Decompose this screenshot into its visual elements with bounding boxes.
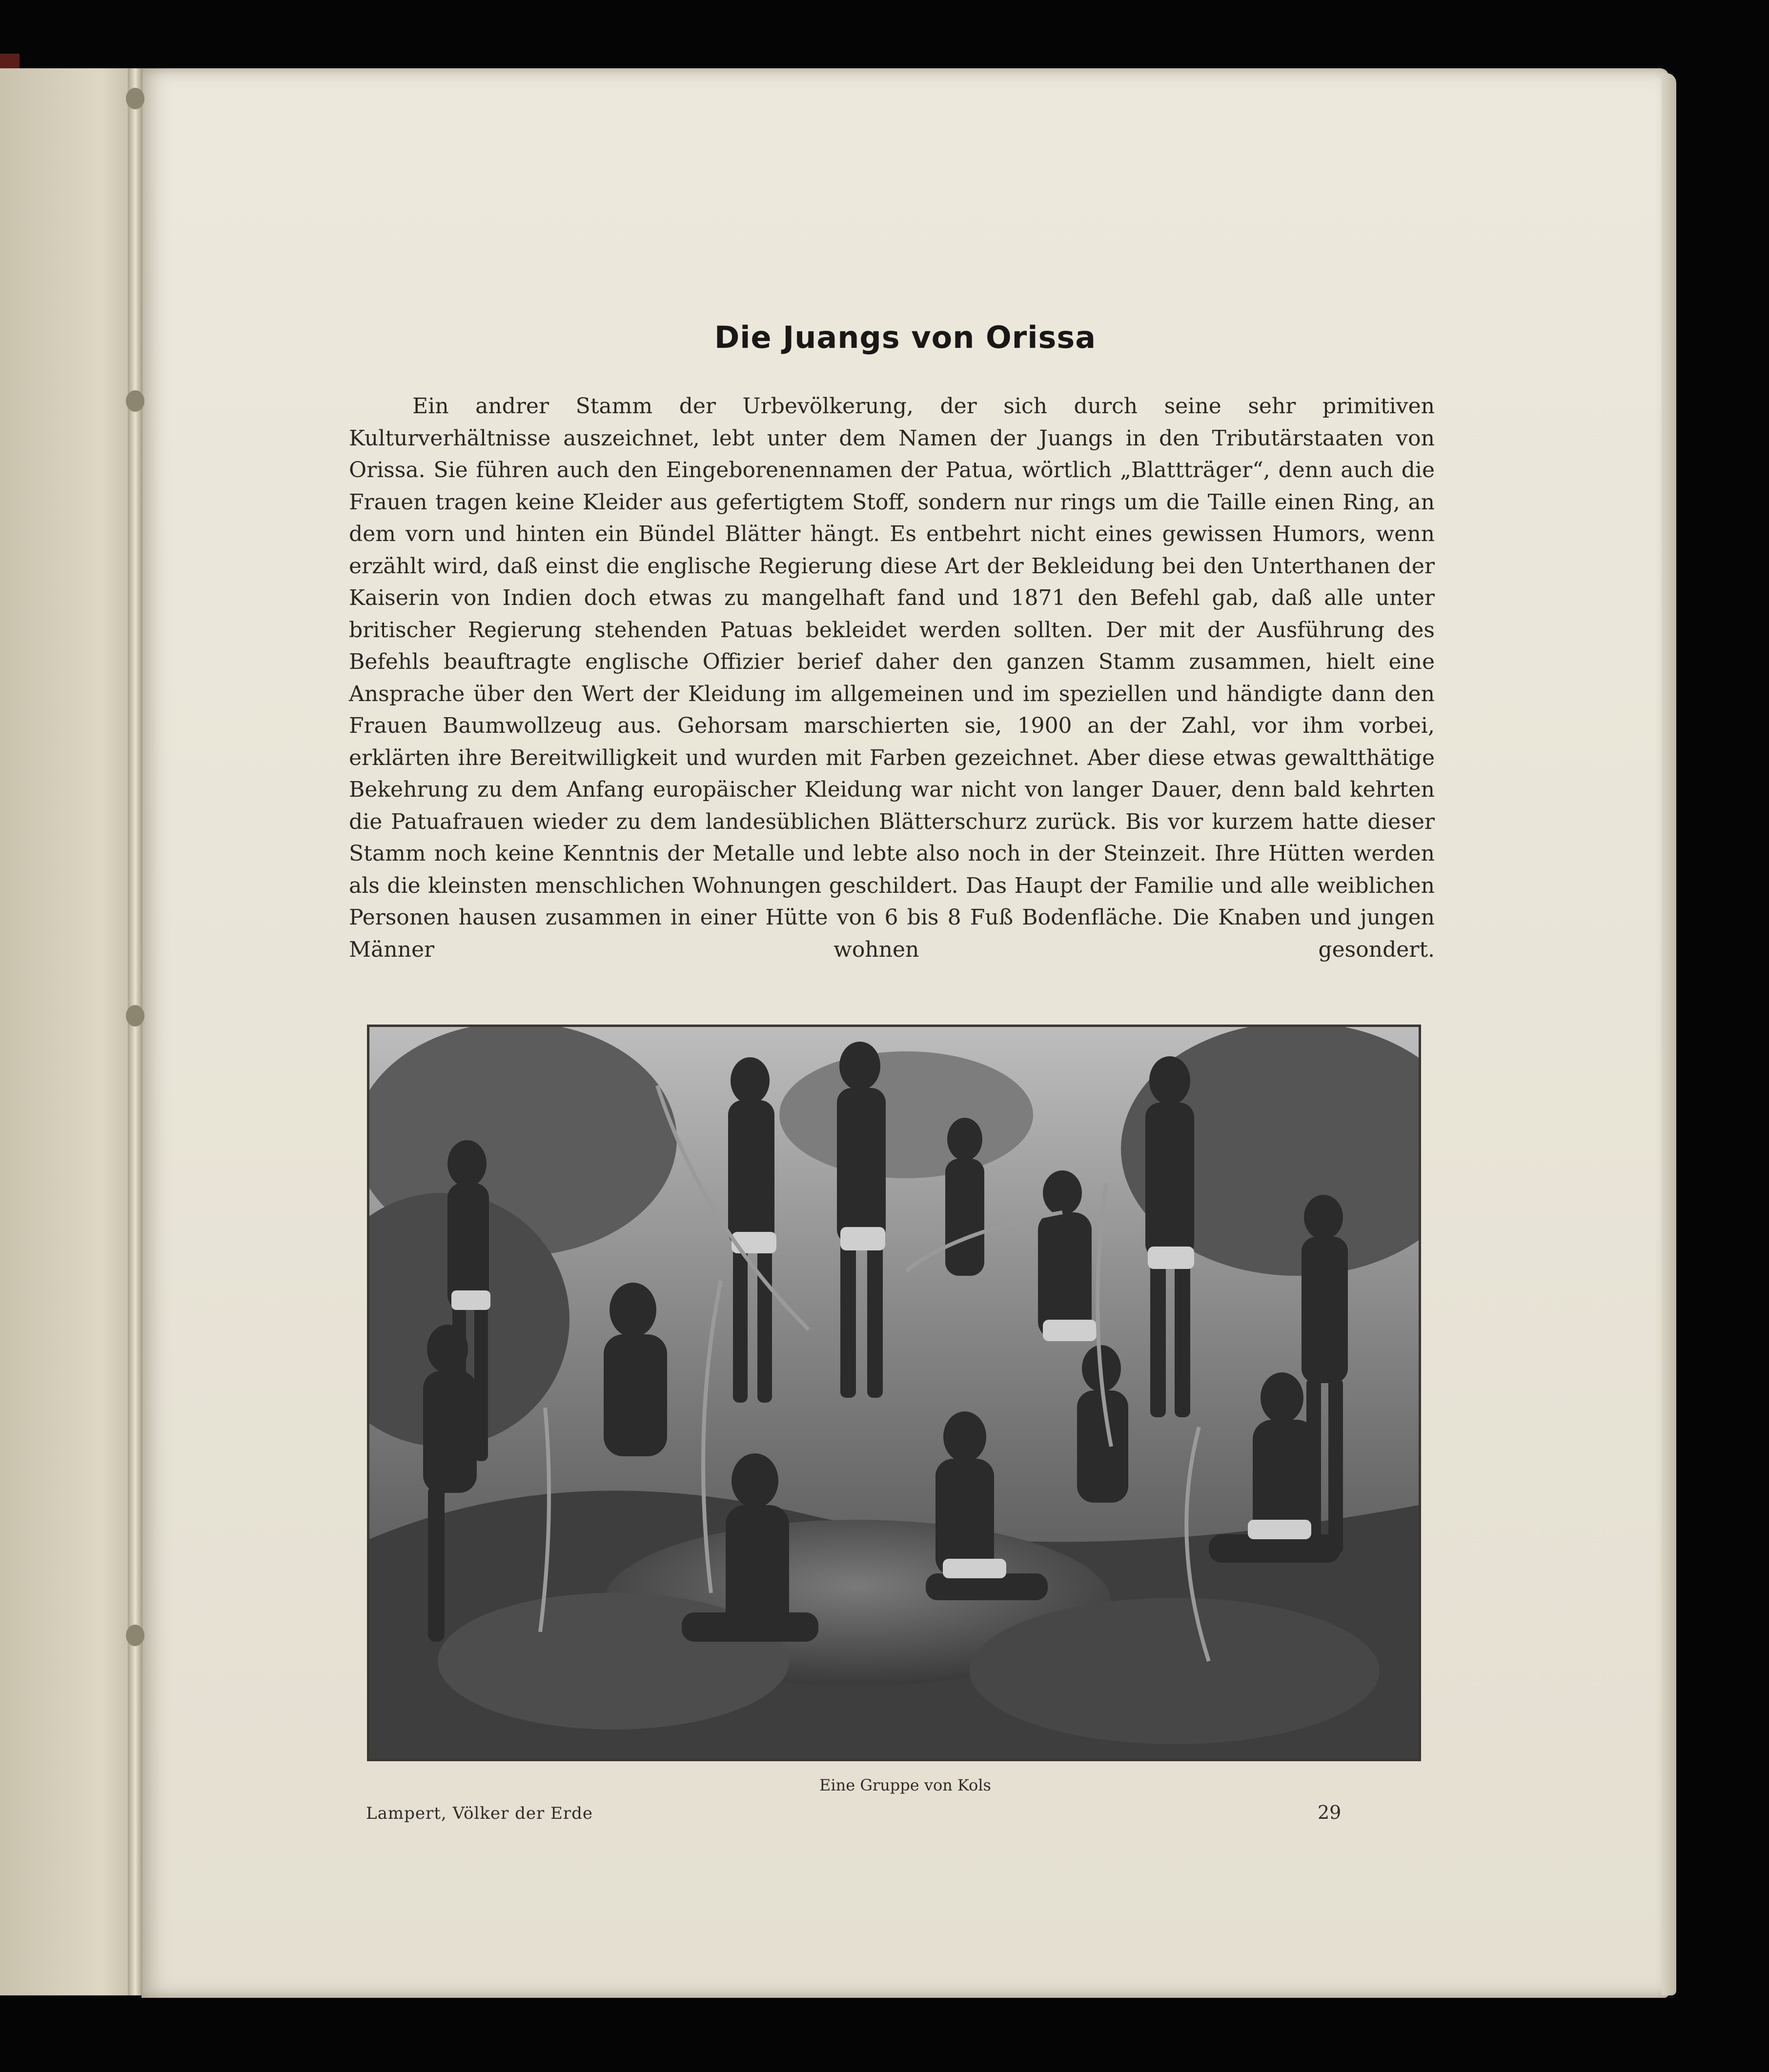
page-number: 29	[1318, 1802, 1342, 1823]
photo-illustration	[369, 1027, 1419, 1759]
body-paragraph: Ein andrer Stamm der Urbevölkerung, der sich durch seine sehr primitiven Kulturverhältnisse auszeichnet, lebt unter dem Namen der Juangs in den Tributärstaaten von Orissa. Sie führen auch den Eingeborenennamen der Patua, wörtlich „Blattträger“, denn auch die Frauen tragen keine Kleider aus gefertigtem Stoff, sondern nur rings um die Taille einen Ring, an dem vorn und hinten ein Bündel Blätter hängt. Es entbehrt nicht eines gewissen Humors, wenn erzählt wird, daß einst die englische Regierung diese Art der Bekleidung bei den Unterthanen der Kaiserin von Indien doch etwas zu mangelhaft fand und 1871 den Befehl gab, daß alle unter britischer Regierung stehenden Patuas bekleidet werden sollten. Der mit der Ausführung des Befehls beauftragte englische Offizier berief daher den ganzen Stamm zusammen, hielt eine Ansprache über den Wert der Kleidung im allgemeinen und im speziellen und händigte dann den Frauen Baumwollzeug aus. Gehorsam marschierten sie, 1900 an der Zahl, vor ihm vorbei, erklärten ihre Bereitwilligkeit und wurden mit Farben gezeichnet. Aber diese etwas gewaltthätige Bekehrung zu dem Anfang europäischer Kleidung war nicht von langer Dauer, denn bald kehrten die Patuafrauen wieder zu dem landesüblichen Blätterschurz zurück. Bis vor kurzem hatte dieser Stamm noch keine Kenntnis der Metalle und lebte also noch in der Steinzeit. Ihre Hütten werden als die kleinsten menschlichen Wohnungen geschildert. Das Haupt der Familie und alle weiblichen Personen hausen zusammen in einer Hütte von 6 bis 8 Fuß Bodenfläche. Die Knaben und jungen Männer wohnen gesondert.	[349, 394, 1435, 962]
figure-caption: Eine Gruppe von Kols	[819, 1776, 991, 1794]
page-edge-shadow	[1662, 73, 1676, 1995]
binding-stitch	[126, 1625, 144, 1646]
binding-stitch	[126, 1005, 144, 1026]
page-title: Die Juangs von Orissa	[714, 320, 1097, 355]
binding-stitch	[126, 88, 144, 109]
binding-stitch	[126, 390, 144, 412]
photo-group-of-kols	[367, 1025, 1421, 1761]
previous-page-edge	[0, 68, 146, 1995]
footer-book-reference: Lampert, Völker der Erde	[366, 1804, 593, 1823]
book-spine	[128, 68, 142, 1995]
